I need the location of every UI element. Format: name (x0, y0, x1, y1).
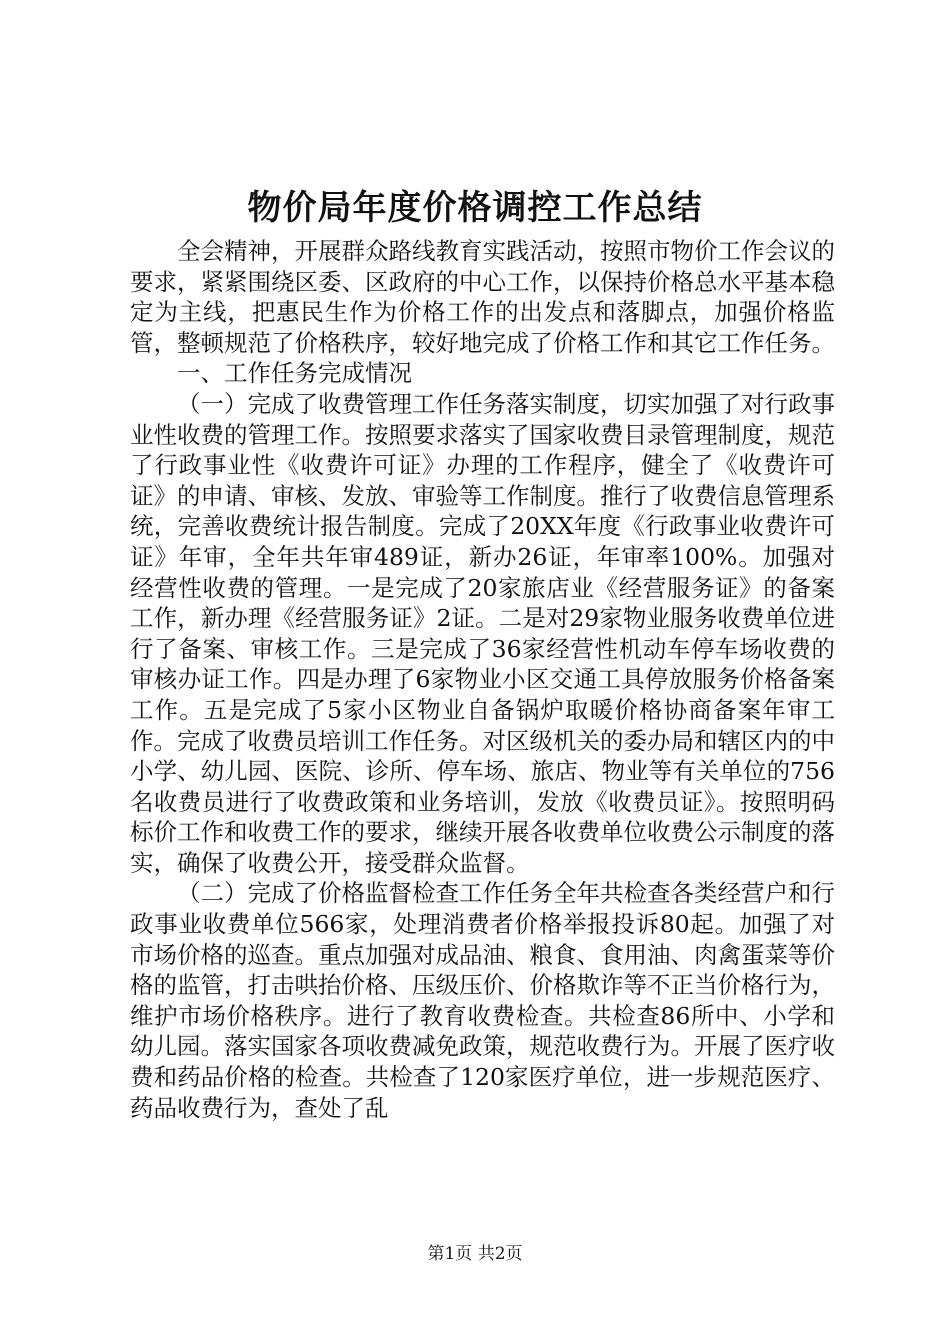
document-title: 物价局年度价格调控工作总结 (247, 188, 703, 228)
section-heading: 一、工作任务完成情况 (177, 359, 412, 388)
paragraph-price-supervision: （二）完成了价格监督检查工作任务全年共检查各类经营户和行政事业收费单位566家，处理消费者价格举报投诉80起。加强了对市场价格的巡查。重点加强对成品油、粮食、食用油、肉禽蛋菜等价格的监管，打击哄抬价格、压级压价、价格欺诈等不正当价格行为，维护市场价格秩序。进行了教育收费检查。共检查86所中、小学和幼儿园。落实国家各项收费减免政策，规范收费行为。开展了医疗收费和药品价格的检查。共检查了120家医疗单位，进一步规范医疗、药品收费行为，查处了乱 (130, 879, 835, 1122)
document-body (130, 236, 835, 1123)
paragraph-fee-management: （一）完成了收费管理工作任务落实制度，切实加强了对行政事业性收费的管理工作。按照要求落实了国家收费目录管理制度，规范了行政事业性《收费许可证》办理的工作程序，健全了《收费许可证》的申请、审核、发放、审验等工作制度。推行了收费信息管理系统，完善收费统计报告制度。完成了20XX年度《行政事业收费许可证》年审，全年共年审489证，新办26证，年审率100%。加强对经营性收费的管理。一是完成了20家旅店业《经营服务证》的备案工作，新办理《经营服务证》2证。二是对29家物业服务收费单位进行了备案、审核工作。三是完成了36家经营性机动车停车场收费的审核办证工作。四是办理了6家物业小区交通工具停放服务价格备案工作。五是完成了5家小区物业自备锅炉取暖价格协商备案年审工作。完成了收费员培训工作任务。对区级机关的委办局和辖区内的中小学、幼儿园、医院、诊所、停车场、旅店、物业等有关单位的756名收费员进行了收费政策和业务培训，发放《收费员证》。按照明码标价工作和收费工作的要求，继续开展各收费单位收费公示制度的落实，确保了收费公开，接受群众监督。 (130, 389, 835, 877)
paragraph-intro: 全会精神，开展群众路线教育实践活动，按照市物价工作会议的要求，紧紧围绕区委、区政府的中心工作，以保持价格总水平基本稳定为主线，把惠民生作为价格工作的出发点和落脚点，加强价格监管，整顿规范了价格秩序，较好地完成了价格工作和其它工作任务。 (130, 237, 835, 357)
page-number: 第1页 共2页 (427, 1244, 523, 1264)
